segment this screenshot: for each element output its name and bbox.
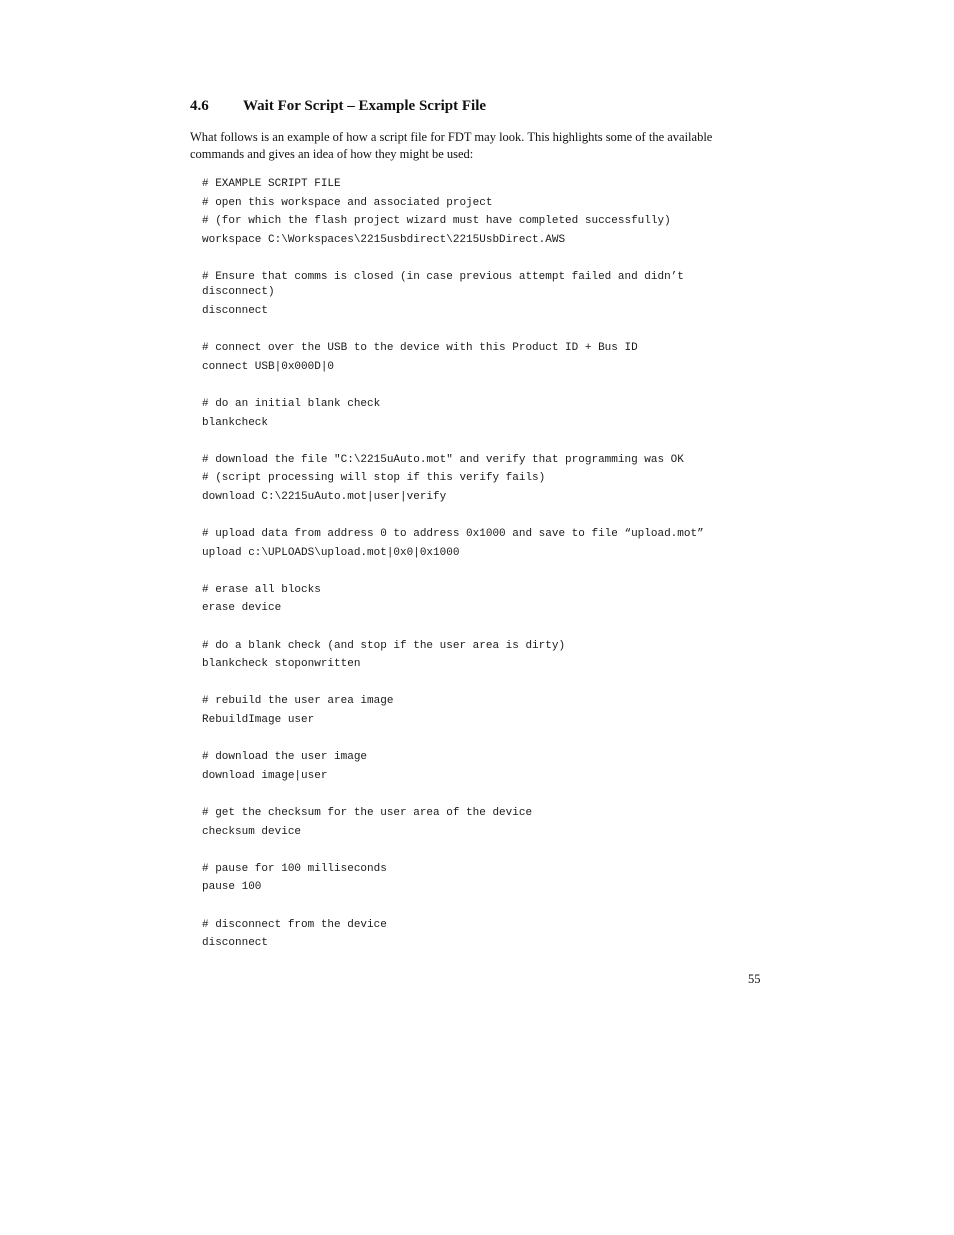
code-command-line: workspace C:\Workspaces\2215usbdirect\2215UsbDirect.AWS [202, 233, 566, 246]
example-script-code-block [202, 175, 762, 953]
section-heading [190, 96, 486, 116]
code-comment-line: # rebuild the user area image [202, 695, 394, 708]
code-comment-line: # Ensure that comms is closed (in case previous attempt failed and didn’t [202, 270, 684, 283]
code-comment-line: # download the user image [202, 751, 368, 764]
code-command-line: upload c:\UPLOADS\upload.mot|0x0|0x1000 [202, 546, 460, 559]
code-comment-line: # erase all blocks [202, 583, 321, 596]
code-blank-line [202, 321, 762, 340]
code-command-line: pause 100 [202, 881, 262, 894]
code-command-line: download image|user [202, 769, 328, 782]
code-command-line: blankcheck stoponwritten [202, 658, 361, 671]
code-blank-line [202, 432, 762, 451]
code-blank-line [202, 618, 762, 637]
code-comment-line: # pause for 100 milliseconds [202, 862, 387, 875]
code-command-line: blankcheck [202, 416, 269, 429]
code-comment-line: # do a blank check (and stop if the user area is dirty) [202, 639, 566, 652]
code-comment-line: # upload data from address 0 to address 0x1000 and save to file “upload.mot” [202, 528, 704, 541]
code-command-line: disconnect [202, 937, 269, 950]
code-blank-line [202, 785, 762, 804]
code-blank-line [202, 249, 762, 268]
code-command-line: RebuildImage user [202, 714, 315, 727]
code-comment-line: # do an initial blank check [202, 397, 381, 410]
code-blank-line [202, 841, 762, 860]
code-comment-line: # (script processing will stop if this verify fails) [202, 472, 546, 485]
code-blank-line [202, 562, 762, 581]
code-comment-line: # get the checksum for the user area of the device [202, 807, 533, 819]
code-comment-line: # disconnect from the device [202, 918, 387, 931]
code-comment-line: # download the file "C:\2215uAuto.mot" and verify that programming was OK [202, 453, 684, 466]
code-command-line: download C:\2215uAuto.mot|user|verify [202, 490, 447, 503]
code-blank-line [202, 376, 762, 395]
code-command-line: disconnect) [202, 285, 275, 298]
code-comment-line: # (for which the flash project wizard must have completed successfully) [202, 215, 671, 228]
code-command-line: disconnect [202, 304, 269, 317]
page-number: 55 [748, 972, 761, 986]
section-title: Wait For Script – Example Script File [243, 98, 487, 114]
code-blank-line [202, 507, 762, 526]
code-comment-line: # connect over the USB to the device with this Product ID + Bus ID [202, 342, 638, 355]
intro-paragraph: What follows is an example of how a script file for FDT may look. This highlights some of the available commands and gives an idea of how they might be used: [190, 130, 713, 161]
code-command-line: checksum device [202, 825, 302, 838]
code-comment-line: # EXAMPLE SCRIPT FILE [202, 178, 341, 190]
code-blank-line [202, 897, 762, 916]
code-blank-line [202, 730, 762, 749]
section-number: 4.6 [190, 98, 209, 114]
code-command-line: connect USB|0x000D|0 [202, 360, 335, 373]
code-comment-line: # open this workspace and associated project [202, 196, 493, 209]
code-command-line: erase device [202, 602, 282, 615]
code-blank-line [202, 674, 762, 693]
